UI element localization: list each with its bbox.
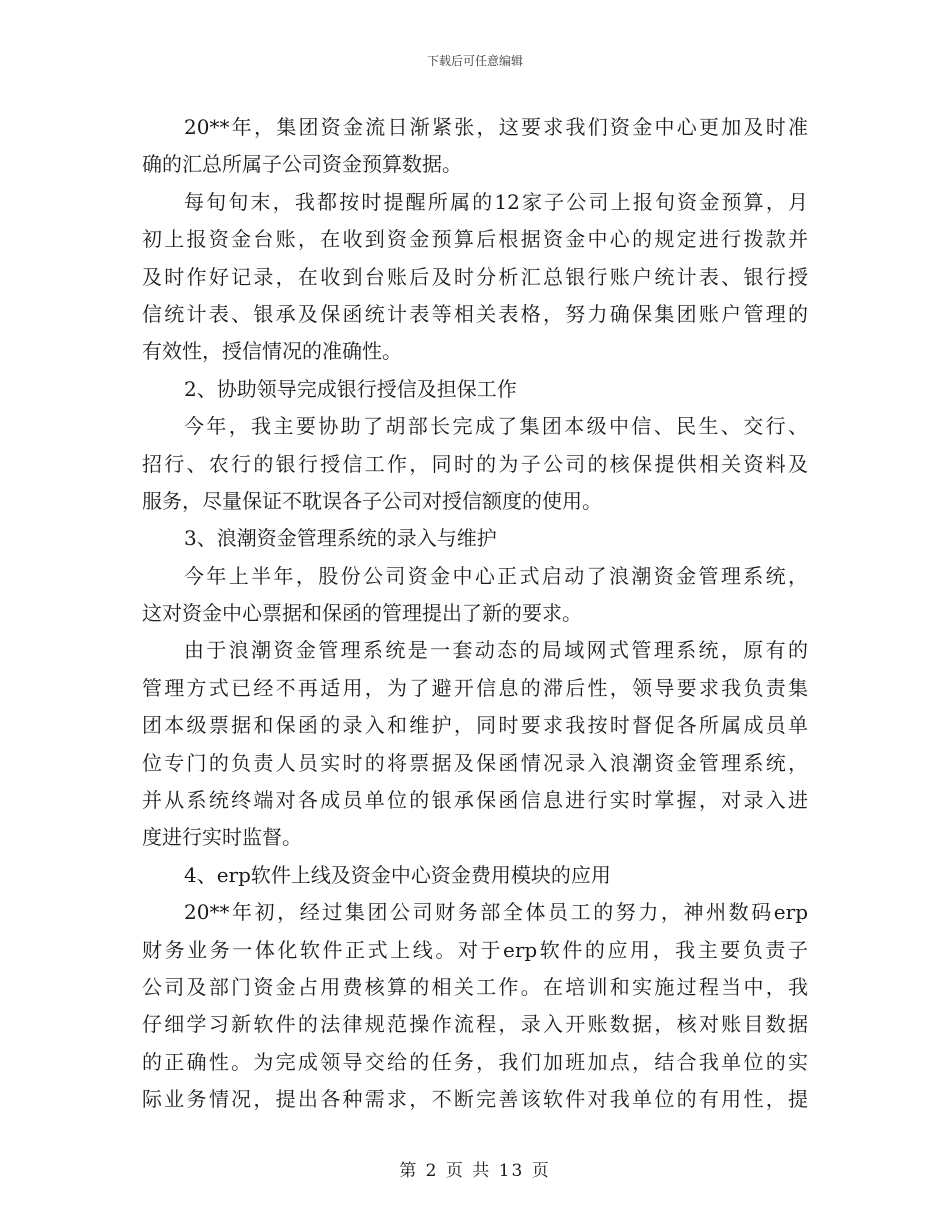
- body-text-line: 今年，我主要协助了胡部长完成了集团本级中信、民生、交行、: [184, 414, 808, 439]
- body-text-line: 每旬旬末，我都按时提醒所属的12家子公司上报旬资金预算，月: [184, 189, 808, 214]
- body-text-line: 的正确性。为完成领导交给的任务，我们加班加点，结合我单位的实: [142, 1049, 808, 1074]
- body-text-line: 服务，尽量保证不耽误各子公司对授信额度的使用。: [142, 488, 602, 513]
- body-text-line: 管理方式已经不再适用，为了避开信息的滞后性，领导要求我负责集: [142, 675, 808, 700]
- body-text-line: 信统计表、银承及保函统计表等相关表格，努力确保集团账户管理的: [142, 301, 808, 326]
- page-header: 下载后可任意编辑: [426, 54, 523, 68]
- body-text-line: 这对资金中心票据和保函的管理提出了新的要求。: [142, 601, 582, 626]
- document-body: [142, 109, 808, 1119]
- body-text-line: 团本级票据和保函的录入和维护，同时要求我按时督促各所属成员单: [142, 713, 808, 738]
- body-text-line: 及时作好记录，在收到台账后及时分析汇总银行账户统计表、银行授: [142, 264, 808, 289]
- body-text-line: 3、浪潮资金管理系统的录入与维护: [184, 526, 497, 551]
- body-text-line: 度进行实时监督。: [142, 825, 302, 850]
- body-text-line: 公司及部门资金占用费核算的相关工作。在培训和实施过程当中，我: [142, 974, 808, 999]
- body-text-line: 今年上半年，股份公司资金中心正式启动了浪潮资金管理系统，: [184, 563, 808, 588]
- body-text-line: 仔细学习新软件的法律规范操作流程，录入开账数据，核对账目数据: [142, 1012, 808, 1037]
- body-text-line: 20**年，集团资金流日渐紧张，这要求我们资金中心更加及时准: [184, 115, 808, 139]
- body-text-line: 4、erp软件上线及资金中心资金费用模块的应用: [184, 862, 611, 887]
- body-text-line: 财务业务一体化软件正式上线。对于erp软件的应用，我主要负责子: [142, 937, 808, 962]
- body-text-line: 际业务情况，提出各种需求，不断完善该软件对我单位的有用性，提: [142, 1087, 808, 1112]
- body-text-line: 确的汇总所属子公司资金预算数据。: [142, 152, 462, 177]
- body-text-line: 有效性，授信情况的准确性。: [142, 339, 402, 364]
- body-text-line: 由于浪潮资金管理系统是一套动态的局域网式管理系统，原有的: [184, 638, 808, 663]
- body-text-line: 位专门的负责人员实时的将票据及保函情况录入浪潮资金管理系统，: [142, 750, 808, 775]
- body-text-line: 2、协助领导完成银行授信及担保工作: [184, 376, 517, 401]
- body-text-line: 招行、农行的银行授信工作，同时的为子公司的核保提供相关资料及: [142, 451, 808, 476]
- body-text-line: 20**年初，经过集团公司财务部全体员工的努力，神州数码erp: [184, 900, 808, 925]
- page-footer: 第 2 页 共 13 页: [399, 1161, 551, 1181]
- body-text-line: 并从系统终端对各成员单位的银承保函信息进行实时掌握，对录入进: [142, 788, 808, 813]
- body-text-line: 初上报资金台账，在收到资金预算后根据资金中心的规定进行拨款并: [142, 227, 808, 252]
